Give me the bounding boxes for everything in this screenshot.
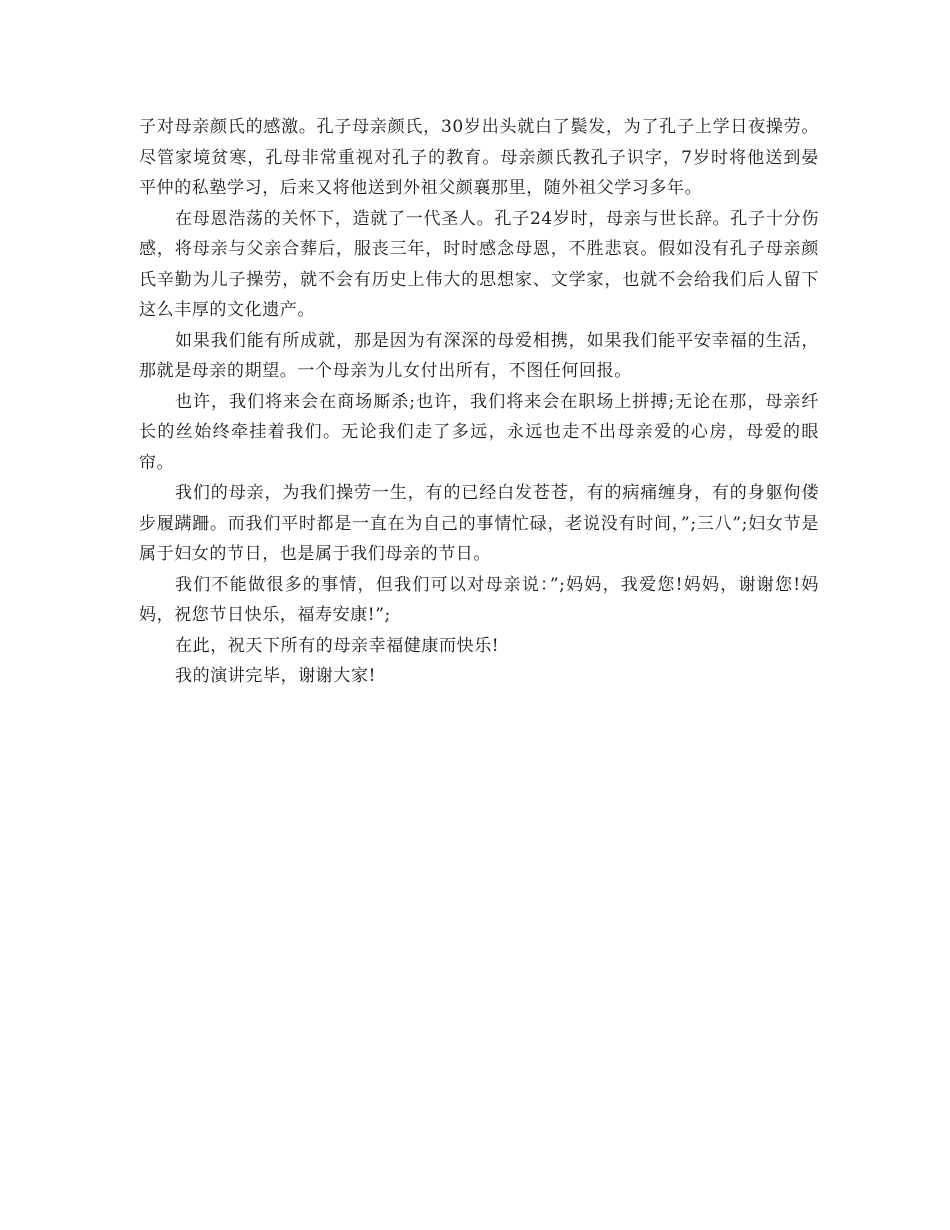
paragraph-3: 如果我们能有所成就，那是因为有深深的母爱相携，如果我们能平安幸福的生活，那就是母亲的期望。一个母亲为儿女付出所有，不图任何回报。 bbox=[139, 330, 819, 381]
paragraph-6: 我们不能做很多的事情，但我们可以对母亲说：”;妈妈，我爱您!妈妈，谢谢您!妈妈，祝您节日快乐，福寿安康!”; bbox=[139, 574, 819, 625]
paragraph-7: 在此，祝天下所有的母亲幸福健康而快乐! bbox=[175, 635, 500, 656]
document-body bbox=[139, 112, 819, 692]
paragraph-8: 我的演讲完毕，谢谢大家! bbox=[175, 666, 377, 686]
paragraph-5: 我们的母亲，为我们操劳一生，有的已经白发苍苍，有的病痛缠身，有的身躯佝偻步履蹒跚。而我们平时都是一直在为自己的事情忙碌，老说没有时间，”;三八”;妇女节是属于妇女的节日，也是属于我们母亲的节日。 bbox=[139, 483, 819, 564]
paragraph-4: 也许，我们将来会在商场厮杀;也许，我们将来会在职场上拼搏;无论在那，母亲纤长的丝始终牵挂着我们。无论我们走了多远，永远也走不出母亲爱的心房，母爱的眼帘。 bbox=[139, 391, 819, 473]
paragraph-1: 子对母亲颜氏的感激。孔子母亲颜氏，30岁出头就白了鬓发，为了孔子上学日夜操劳。尽管家境贫寒，孔母非常重视对孔子的教育。母亲颜氏教孔子识字，7岁时将他送到晏平仲的私塾学习，后来又将他送到外祖父颜襄那里，随外祖父学习多年。 bbox=[139, 117, 819, 198]
paragraph-2: 在母恩浩荡的关怀下，造就了一代圣人。孔子24岁时，母亲与世长辞。孔子十分伤感，将母亲与父亲合葬后，服丧三年，时时感念母恩，不胜悲哀。假如没有孔子母亲颜氏辛勤为儿子操劳，就不会有历史上伟大的思想家、文学家，也就不会给我们后人留下这么丰厚的文化遗产。 bbox=[139, 208, 819, 320]
